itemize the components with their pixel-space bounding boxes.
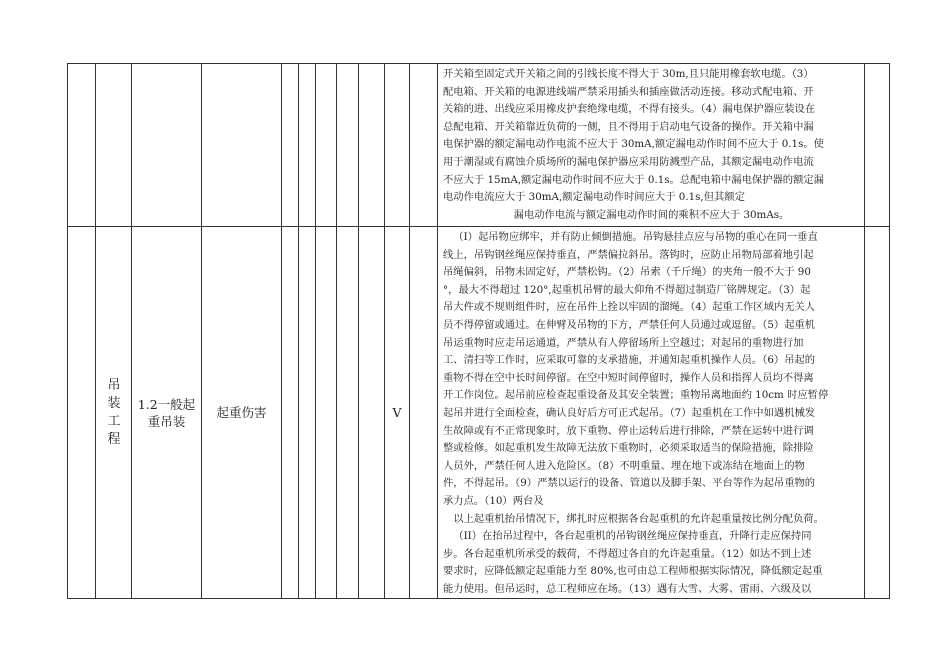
category-cell (96, 227, 132, 599)
measure-line: 电保护器的额定漏电动作电流不应大于 30mA,额定漏电动作时间不应大于 0.1s。使 (443, 138, 824, 151)
measure-line: 关箱的进、出线应采用橡皮护套绝缘电缆，不得有接头。（4）漏电保护器应装设在 (443, 103, 816, 116)
level-cell (299, 64, 316, 227)
measure-line: 线上，吊钩钢丝绳应保持垂直，严禁偏拉斜吊。落钩时，应防止吊物局部着地引起 (443, 248, 814, 261)
measure-line: 能力使用。但吊运时，总工程师应在场。（13）遇有大雪、大雾、雷雨、六级及以 (443, 582, 812, 595)
level-cell (410, 227, 438, 599)
measure-line: 工、清扫等工作时，应采取可靠的支承措施，并通知起重机操作人员。（6）吊起的 (443, 354, 816, 367)
item-label: 1.2一般起重吊装 (137, 396, 196, 429)
measure-line: 总配电箱、开关箱靠近负荷的一侧，且不得用于启动电气设备的操作。开关箱中漏 (443, 120, 814, 133)
level-cell (316, 227, 337, 599)
measure-line: 员不得停留或通过。在伸臂及吊物的下方，严禁任何人员通过或逗留。（5）起重机 (443, 318, 816, 331)
measures-cell (438, 64, 865, 227)
category-label: 吊装工程 (107, 377, 121, 447)
blank-cell (68, 64, 96, 227)
measure-line: （I）起吊物应绑牢，并有防止倾倒措施。吊钩悬挂点应与吊物的重心在同一垂直 (453, 231, 818, 243)
level-cell (337, 64, 359, 227)
item-cell (132, 64, 202, 227)
level-cell (359, 64, 385, 227)
measure-line: （II）在抬吊过程中，各台起重机的吊钩钢丝绳应保持垂直，升降行走应保持同 (453, 530, 812, 543)
measure-line: 要求时，应降低额定起重能力至 80%,也可由总工程师根据实际情况，降低额定起重 (443, 565, 823, 578)
measure-line: 开工作岗位。起吊前应检查起重设备及其安全装置；重物吊离地面约 10cm 时应暂停 (443, 389, 829, 402)
level-cell (282, 227, 299, 599)
remark-cell (865, 227, 890, 599)
measures-cell (438, 227, 865, 599)
measure-line: 吊运重物时应走吊运通道，严禁从有人停留场所上空越过；对起吊的重物进行加 (443, 336, 804, 349)
measure-line: 配电箱、开关箱的电源进线端严禁采用插头和插座做活动连接。移动式配电箱、开 (443, 85, 814, 98)
measure-line: 人员外，严禁任何人进入危险区。（8）不明重量、埋在地下或冻结在地面上的物 (443, 459, 805, 472)
measure-line: 以上起重机抬吊情况下，绑扎时应根据各台起重机的允许起重量按比例分配负荷。 (453, 512, 824, 525)
level-cell (337, 227, 359, 599)
measure-line: 电动作电流应大于 30mA,额定漏电动作时间应大于 0.1s,但其额定 (443, 191, 745, 204)
risk-table (67, 63, 890, 599)
level-cell (410, 64, 438, 227)
hazard-cell (202, 64, 282, 227)
level-mark: V (392, 405, 402, 421)
table-row (68, 64, 890, 227)
measure-line: 吊大件或不规则组件时，应在吊件上拴以牢固的溜绳。（4）起重工作区域内无关人 (443, 301, 816, 314)
category-cell (96, 64, 132, 227)
table-row (68, 227, 890, 599)
measure-line: 漏电动作电流与额定漏电动作时间的乘积不应大于 30mAs。 (513, 208, 790, 221)
level-cell (385, 227, 410, 599)
measure-line: 重物不得在空中长时间停留。在空中短时间停留时，操作人员和指挥人员均不得离 (443, 371, 814, 384)
level-cell (282, 64, 299, 227)
measure-line: 件，不得起吊。（9）严禁以运行的设备、管道以及脚手架、平台等作为起吊重物的 (443, 477, 816, 490)
level-cell (316, 64, 337, 227)
blank-cell (68, 227, 96, 599)
measure-line: 整或检修。如起重机发生故障无法放下重物时，必须采取适当的保险措施，除排险 (443, 442, 814, 455)
measure-line: 生故障或有不正常现象时，放下重物、停止运转后进行排除，严禁在运转中进行调 (443, 424, 814, 437)
measure-line: 吊绳偏斜，吊物未固定好，严禁松钩。（2）吊索（千斤绳）的夹角一般不大于 90 (443, 266, 811, 279)
hazard-cell (202, 227, 282, 599)
measure-line: 步。各台起重机所承受的载荷，不得超过各自的允许起重量。（12）如达不到上述 (443, 547, 812, 560)
hazard-label: 起重伤害 (216, 405, 267, 421)
measure-line: 开关箱至固定式开关箱之间的引线长度不得大于 30m,且只能用橡套软电缆。（3） (443, 68, 814, 80)
measure-line: °，最大不得超过 120°,起重机吊臂的最大仰角不得超过制造厂铭牌规定。（3）起 (443, 283, 811, 296)
measures-text (438, 227, 864, 598)
measure-line: 用于潮湿或有腐蚀介质场所的漏电保护器应采用防溅型产品，其额定漏电动作电流 (443, 155, 814, 168)
item-cell (132, 227, 202, 599)
measures-text (438, 64, 864, 224)
measure-line: 起吊并进行全面检查，确认良好后方可正式起吊。（7）起重机在工作中如遇机械发 (443, 406, 816, 419)
measure-line: 承力点。（10）两台及 (443, 494, 544, 507)
remark-cell (865, 64, 890, 227)
level-cell (359, 227, 385, 599)
measure-line: 不应大于 15mA,额定漏电动作时间不应大于 0.1s。总配电箱中漏电保护器的额定漏 (443, 173, 824, 186)
level-cell (385, 64, 410, 227)
level-cell (299, 227, 316, 599)
